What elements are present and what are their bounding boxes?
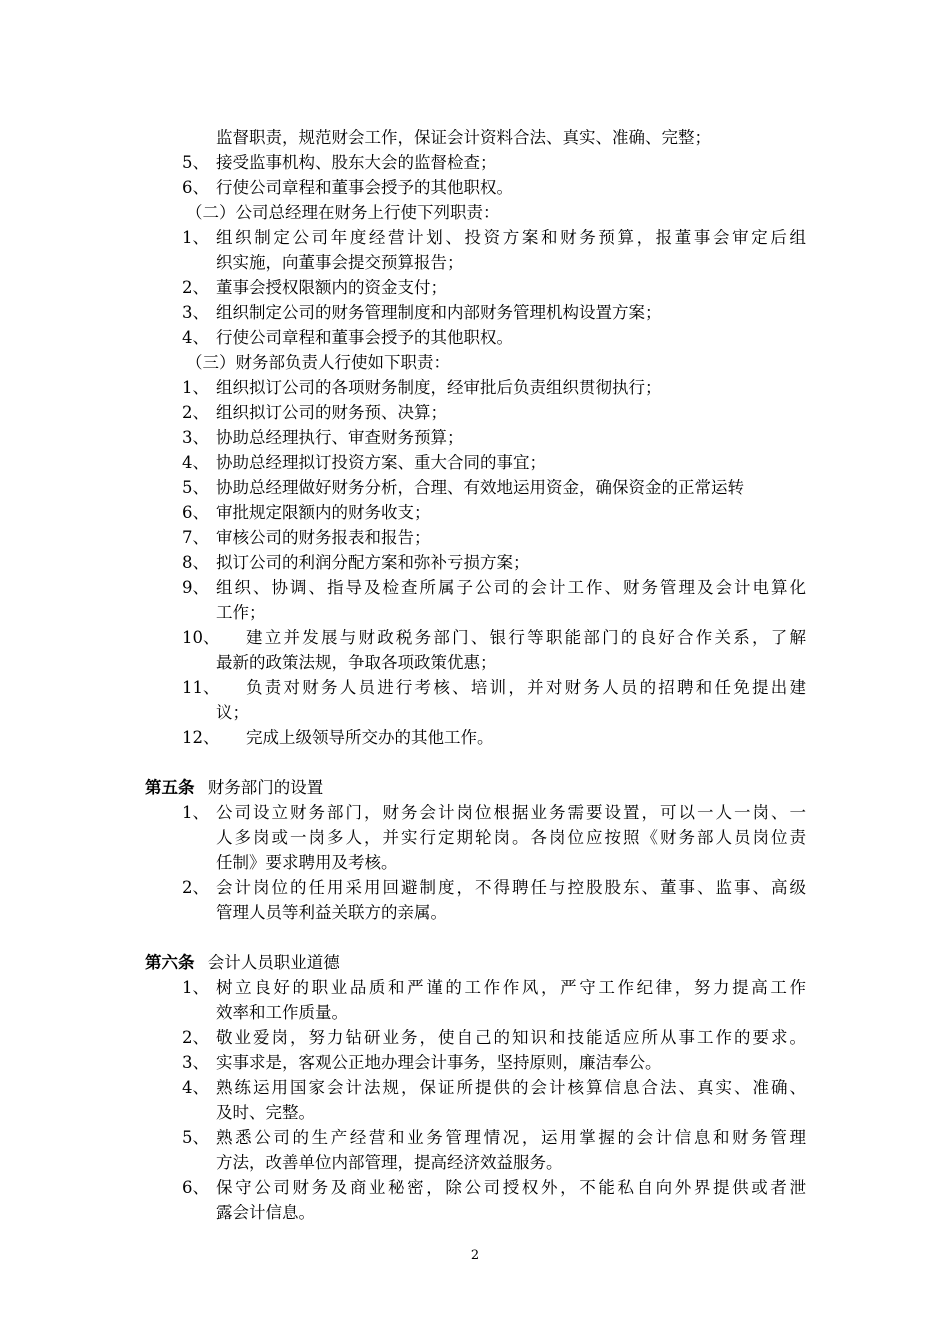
item-text: 实事求是，客观公正地办理会计事务，坚持原则，廉洁奉公。 [216, 1053, 662, 1072]
item-text: 熟练运用国家会计法规，保证所提供的会计核算信息合法、真实、准确、 [216, 1078, 806, 1097]
item-number: 4、 [182, 453, 209, 472]
item-continuation: 最新的政策法规，争取各项政策优惠； [216, 653, 497, 672]
item-number: 1、 [182, 978, 209, 997]
item-text: 公司设立财务部门，财务会计岗位根据业务需要设置，可以一人一岗、一 [216, 803, 806, 822]
item-number: 10、 [182, 628, 220, 647]
page-number: 2 [470, 1248, 480, 1263]
item-text: 协助总经理执行、审查财务预算； [216, 428, 464, 447]
item-text: 接受监事机构、股东大会的监督检查； [216, 153, 497, 172]
item-number: 2、 [182, 1028, 209, 1047]
item-number: 5、 [182, 478, 209, 497]
item-continuation: 织实施，向董事会提交预算报告； [216, 253, 464, 272]
item-number: 6、 [182, 178, 209, 197]
item-text: 敬业爱岗，努力钻研业务，使自己的知识和技能适应所从事工作的要求。 [216, 1028, 806, 1047]
article-heading [145, 778, 323, 798]
item-continuation: 工作； [216, 603, 266, 622]
item-text: 组织、协调、指导及检查所属子公司的会计工作、财务管理及会计电算化 [216, 578, 806, 597]
item-text: 行使公司章程和董事会授予的其他职权。 [216, 178, 513, 197]
subsection-heading: （三）财务部负责人行使如下职责： [186, 353, 450, 372]
item-text: 董事会授权限额内的资金支付； [216, 278, 447, 297]
item-text: 审批规定限额内的财务收支； [216, 503, 431, 522]
item-continuation [216, 828, 806, 848]
item-text: 保守公司财务及商业秘密，除公司授权外，不能私自向外界提供或者泄 [216, 1178, 806, 1197]
item-number: 5、 [182, 1128, 209, 1147]
item-number: 3、 [182, 428, 209, 447]
item-text: 协助总经理拟订投资方案、重大合同的事宜； [216, 453, 546, 472]
subsection-heading: （二）公司总经理在财务上行使下列职责： [186, 203, 500, 222]
item-text: 协助总经理做好财务分析，合理、有效地运用资金，确保资金的正常运转 [216, 478, 744, 497]
article-heading [145, 953, 340, 973]
item-number: 4、 [182, 328, 209, 347]
item-number: 6、 [182, 503, 209, 522]
item-text: 树立良好的职业品质和严谨的工作作风，严守工作纪律，努力提高工作 [216, 978, 806, 997]
item-text: 审核公司的财务报表和报告； [216, 528, 431, 547]
item-text: 组织制定公司的财务管理制度和内部财务管理机构设置方案； [216, 303, 662, 322]
item-continuation: 议； [216, 703, 249, 722]
article-title: 会计人员职业道德 [207, 953, 340, 972]
item-number: 8、 [182, 553, 209, 572]
item-number: 9、 [182, 578, 209, 597]
item-text: 会计岗位的任用采用回避制度，不得聘任与控股股东、董事、监事、高级 [216, 878, 806, 897]
item-text: 建立并发展与财政税务部门、银行等职能部门的良好合作关系，了解 [246, 628, 806, 647]
article-label: 第五条 [145, 778, 195, 797]
item-continuation: 及时、完整。 [216, 1103, 315, 1122]
item-text: 负责对财务人员进行考核、培训，并对财务人员的招聘和任免提出建 [246, 678, 806, 697]
item-number: 3、 [182, 303, 209, 322]
item-continuation: 露会计信息。 [216, 1203, 315, 1222]
continued-line: 监督职责，规范财会工作，保证会计资料合法、真实、准确、完整； [216, 128, 711, 147]
item-text: 熟悉公司的生产经营和业务管理情况，运用掌握的会计信息和财务管理 [216, 1128, 806, 1147]
item-continuation: 效率和工作质量。 [216, 1003, 348, 1022]
item-number: 4、 [182, 1078, 209, 1097]
item-number: 7、 [182, 528, 209, 547]
item-text: 完成上级领导所交办的其他工作。 [246, 728, 494, 747]
item-number: 3、 [182, 1053, 209, 1072]
item-text: 行使公司章程和董事会授予的其他职权。 [216, 328, 513, 347]
item-number: 5、 [182, 153, 209, 172]
article-label: 第六条 [145, 953, 195, 972]
item-number: 2、 [182, 278, 209, 297]
item-continuation: 方法，改善单位内部管理，提高经济效益服务。 [216, 1153, 563, 1172]
item-continuation: 任制》要求聘用及考核。 [216, 853, 398, 872]
item-number: 1、 [182, 378, 209, 397]
article-title: 财务部门的设置 [207, 778, 324, 797]
item-text: 组织制定公司年度经营计划、投资方案和财务预算，报董事会审定后组 [216, 228, 806, 247]
item-text: 组织拟订公司的财务预、决算； [216, 403, 447, 422]
item-text: 组织拟订公司的各项财务制度，经审批后负责组织贯彻执行； [216, 378, 662, 397]
item-text: 人多岗或一岗多人，并实行定期轮岗。各岗位应按照《财务部人员岗位责 [216, 828, 806, 847]
item-number: 1、 [182, 228, 209, 247]
item-number: 1、 [182, 803, 209, 822]
item-number: 2、 [182, 403, 209, 422]
item-number: 11、 [182, 678, 220, 697]
item-text: 拟订公司的利润分配方案和弥补亏损方案； [216, 553, 530, 572]
item-number: 2、 [182, 878, 209, 897]
item-number: 12、 [182, 728, 220, 747]
item-continuation: 管理人员等利益关联方的亲属。 [216, 903, 447, 922]
item-number: 6、 [182, 1178, 209, 1197]
